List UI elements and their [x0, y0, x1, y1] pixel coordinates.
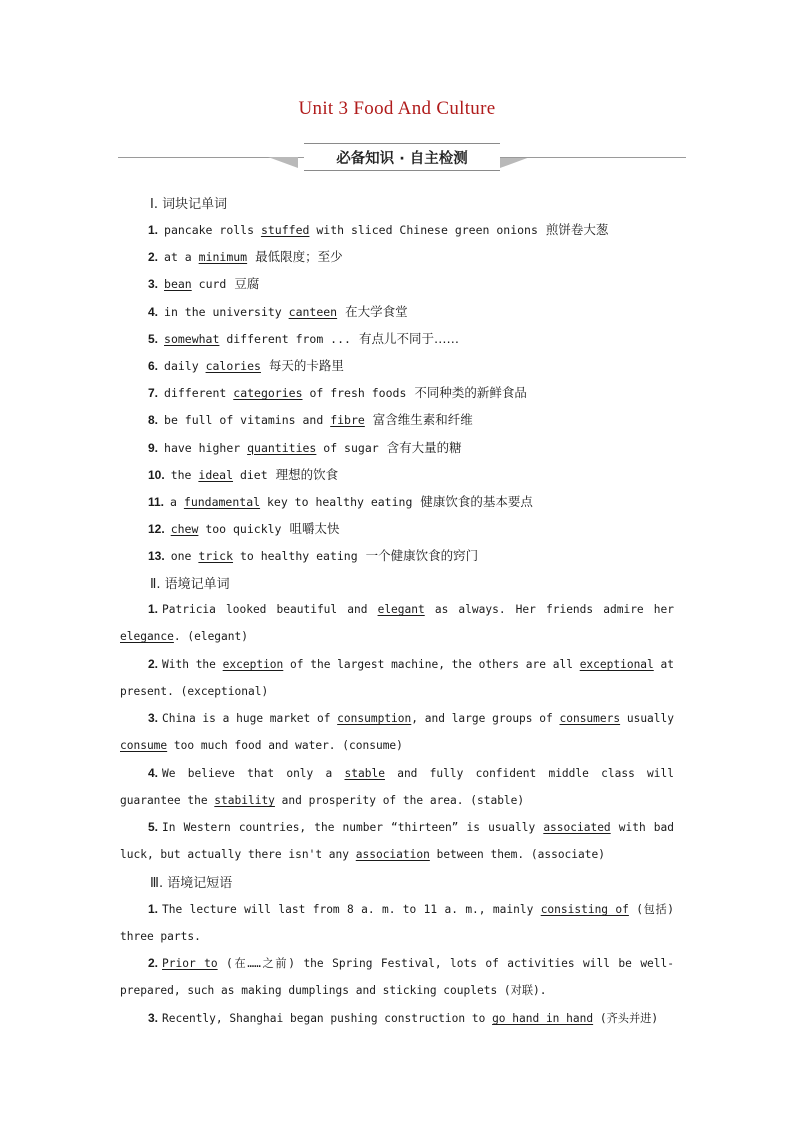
- answer-word: elegance: [120, 630, 174, 644]
- answer-word: associated: [543, 821, 611, 834]
- item-number: 5.: [148, 820, 159, 834]
- banner-wing-left: [268, 157, 298, 168]
- item-text: Recently, Shanghai began pushing construction to: [162, 1012, 493, 1025]
- item-text: pancake rolls: [164, 223, 261, 237]
- item-text: with bad luck, but actually there isn't any: [120, 821, 675, 862]
- item-number: 6.: [148, 359, 159, 373]
- item-number: 12.: [148, 522, 165, 537]
- answer-word: consumption: [337, 712, 412, 725]
- item-text: key to healthy eating: [260, 495, 413, 509]
- banner-rule-right: [500, 157, 686, 158]
- item-text: one: [170, 549, 199, 564]
- section-heading: Ⅲ. 语境记短语: [150, 876, 233, 891]
- item-number: 4.: [148, 766, 159, 780]
- item-text: between them. (associate): [429, 848, 605, 862]
- context-word-item: [120, 705, 674, 759]
- item-text: curd: [191, 277, 227, 292]
- vocab-item: [148, 438, 462, 456]
- item-translation: 富含维生素和纤维: [368, 412, 473, 428]
- item-text: We believe that only a: [162, 767, 345, 780]
- vocab-item: [148, 220, 608, 238]
- answer-word: stability: [214, 794, 275, 808]
- context-phrase-item: [120, 896, 674, 950]
- item-text: have higher: [164, 440, 248, 455]
- item-text: daily: [164, 359, 206, 373]
- context-word-item: [120, 596, 674, 650]
- context-word-item: [120, 760, 674, 814]
- context-phrase-item: [120, 1005, 674, 1032]
- vocab-item: [148, 274, 259, 292]
- item-text: (齐头并进): [593, 1012, 659, 1025]
- item-number: 13.: [148, 549, 165, 564]
- answer-word: minimum: [198, 250, 248, 265]
- item-number: 2.: [148, 657, 159, 671]
- item-text: and prosperity of the area. (stable): [274, 794, 525, 808]
- item-translation: 一个健康饮食的窍门: [361, 548, 479, 564]
- answer-word: association: [355, 848, 430, 862]
- item-translation: 豆腐: [230, 276, 260, 292]
- item-number: 10.: [148, 467, 165, 482]
- context-word-item: [120, 651, 674, 705]
- item-translation: 有点儿不同于……: [354, 330, 459, 346]
- item-text: In Western countries, the number “thirteen” is usually: [162, 821, 544, 834]
- answer-word: chew: [170, 522, 199, 537]
- item-number: 3.: [148, 711, 159, 725]
- answer-word: bean: [164, 277, 192, 292]
- item-text: The lecture will last from 8 a. m. to 11 a. m., mainly: [162, 903, 541, 916]
- answer-word: go hand in hand: [492, 1012, 594, 1025]
- item-translation: 咀嚼太快: [285, 521, 340, 537]
- vocab-item: [148, 383, 527, 401]
- answer-word: fundamental: [183, 495, 261, 509]
- answer-word: canteen: [288, 304, 338, 319]
- answer-word: consisting of: [540, 903, 629, 916]
- item-text: at present. (exceptional): [120, 658, 674, 699]
- item-text: to healthy eating: [233, 549, 358, 564]
- page-title: Unit 3 Food And Culture: [298, 98, 496, 119]
- answer-word: Prior to: [162, 957, 218, 970]
- item-text: as always. Her friends admire her: [424, 603, 674, 616]
- item-number: 3.: [148, 277, 159, 292]
- item-number: 8.: [148, 413, 159, 428]
- answer-word: exception: [222, 658, 284, 671]
- item-number: 9.: [148, 440, 159, 455]
- item-text: at a: [164, 250, 199, 265]
- item-text: the: [170, 467, 199, 482]
- banner-text: 必备知识 · 自主检测: [336, 151, 468, 167]
- item-text: in the university: [164, 304, 289, 319]
- item-number: 11.: [148, 495, 165, 509]
- item-translation: 每天的卡路里: [264, 358, 344, 373]
- item-number: 2.: [148, 956, 159, 970]
- answer-word: consumers: [559, 712, 621, 725]
- item-text: . (elegant): [173, 630, 248, 644]
- vocab-item: [148, 356, 344, 374]
- item-text: diet: [233, 467, 268, 482]
- item-text: too much food and water. (consume): [167, 739, 403, 753]
- item-text: different: [164, 386, 234, 401]
- item-text: different from ...: [219, 331, 351, 346]
- item-text: with sliced Chinese green onions: [309, 223, 538, 237]
- section-heading: Ⅰ. 词块记单词: [150, 197, 228, 212]
- item-translation: 含有大量的糖: [382, 439, 462, 455]
- item-number: 7.: [148, 386, 159, 401]
- item-text: of fresh foods: [302, 386, 407, 401]
- item-number: 1.: [148, 902, 159, 916]
- item-text: usually: [620, 712, 674, 725]
- answer-word: elegant: [377, 603, 425, 616]
- item-number: 3.: [148, 1011, 159, 1025]
- answer-word: trick: [198, 549, 234, 564]
- banner-wing-right: [500, 157, 530, 168]
- answer-word: quantities: [247, 440, 317, 455]
- item-text: too quickly: [198, 522, 282, 537]
- item-translation: 在大学食堂: [341, 303, 408, 319]
- item-text: of the largest machine, the others are all: [283, 658, 580, 671]
- answer-word: ideal: [198, 467, 234, 482]
- item-text: and fully confident middle class will guarantee the: [120, 767, 675, 808]
- item-text: (包括) three parts.: [120, 903, 674, 944]
- item-number: 1.: [148, 602, 159, 616]
- item-text: China is a huge market of: [162, 712, 338, 725]
- answer-word: calories: [205, 359, 261, 373]
- answer-word: somewhat: [164, 331, 220, 346]
- item-number: 4.: [148, 304, 159, 319]
- vocab-item: [148, 247, 343, 265]
- vocab-item: [148, 302, 408, 320]
- vocab-item: [148, 519, 339, 537]
- item-translation: 健康饮食的基本要点: [416, 494, 533, 509]
- item-number: 2.: [148, 250, 159, 265]
- item-translation: 煎饼卷大葱: [541, 222, 609, 237]
- item-text: With the: [162, 658, 223, 671]
- item-number: 1.: [148, 223, 159, 237]
- vocab-item: [148, 329, 459, 347]
- section-banner: [118, 143, 686, 173]
- vocab-item: [148, 492, 533, 510]
- answer-word: categories: [233, 386, 303, 401]
- item-text: , and large groups of: [411, 712, 560, 725]
- item-text: be full of vitamins and: [164, 413, 331, 428]
- context-word-item: [120, 814, 674, 868]
- item-translation: 理想的饮食: [271, 466, 339, 482]
- context-phrase-item: [120, 950, 674, 1004]
- vocab-item: [148, 546, 478, 564]
- section-heading: Ⅱ. 语境记单词: [150, 577, 230, 592]
- item-text: a: [170, 495, 184, 509]
- answer-word: fibre: [330, 413, 365, 428]
- item-text: Patricia looked beautiful and: [162, 603, 378, 616]
- answer-word: exceptional: [579, 658, 654, 671]
- vocab-item: [148, 465, 338, 483]
- item-text: (在……之前) the Spring Festival, lots of activities will be well-prepared, such as making dumplings and sticking couplets (对联).: [120, 957, 674, 998]
- item-translation: 不同种类的新鲜食品: [410, 385, 527, 401]
- item-number: 5.: [148, 331, 159, 346]
- item-text: of sugar: [316, 440, 379, 455]
- answer-word: stuffed: [260, 223, 310, 237]
- item-translation: 最低限度；至少: [251, 249, 343, 265]
- answer-word: consume: [120, 739, 168, 753]
- answer-word: stable: [344, 767, 385, 780]
- vocab-item: [148, 410, 473, 428]
